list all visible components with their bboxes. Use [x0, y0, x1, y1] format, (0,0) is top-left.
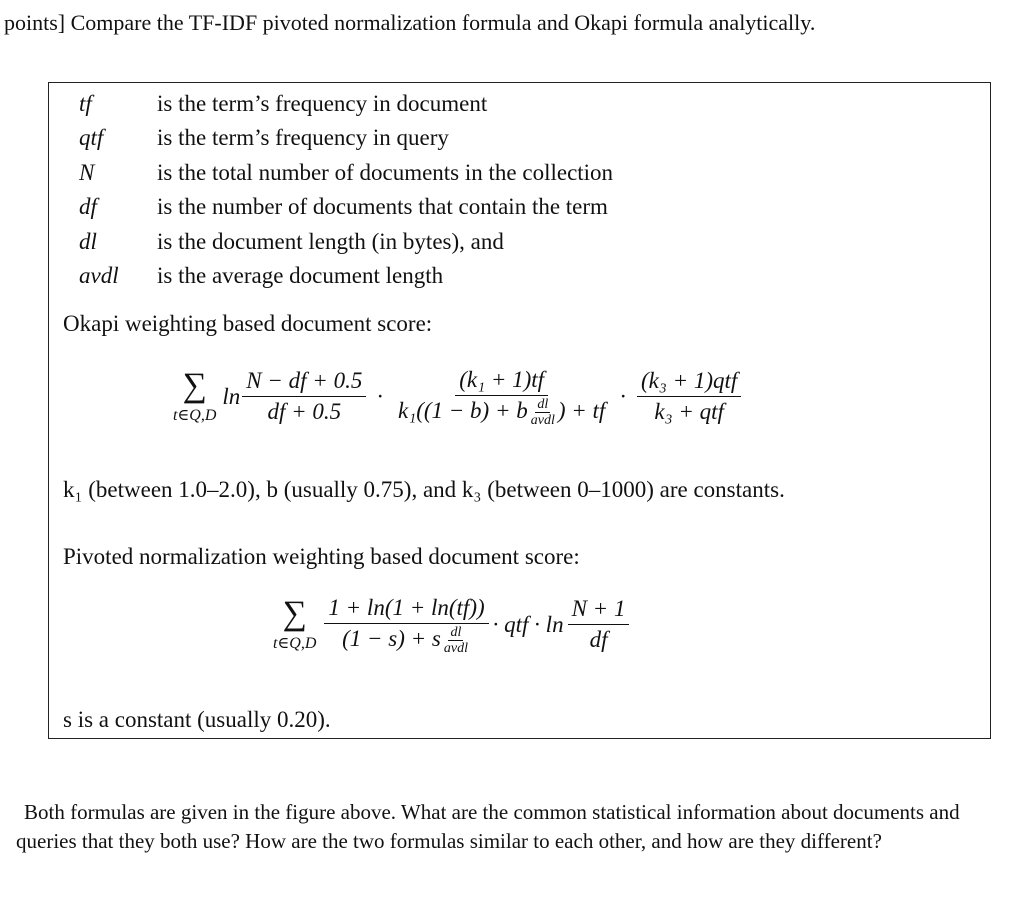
- okapi-constants: k₁ (between 1.0–2.0), b (usually 0.75), and k₃ (between 0–1000) are constants.: [63, 477, 785, 502]
- definition-description: is the number of documents that contain the term: [157, 194, 608, 219]
- pivoted-constant: s is a constant (usually 0.20).: [63, 707, 331, 732]
- definition-description: is the document length (in bytes), and: [157, 229, 504, 254]
- pivoted-title: Pivoted normalization weighting based document score:: [63, 544, 580, 569]
- idf-fraction: $\frac{N - df + 0.5}{df + 0.5}$: [242, 366, 366, 427]
- pivoted-formula: [273, 593, 631, 657]
- definition-description: is the term’s frequency in query: [157, 125, 449, 150]
- okapi-formula: ∑ t∈Q,D ln $\frac{N - df + 0.5}{df + 0.5}$ · (k₁ + 1)tf k₁((1 − b) + b $\frac{dl}{\text{avdl}}$ ) + tf · $\frac{\text{(k₃ + 1)qtf}}{\text{k₃ + qtf}}$: [173, 365, 743, 429]
- definition-variable: df: [79, 194, 97, 219]
- summation: ∑ t∈Q,D: [173, 366, 217, 424]
- okapi-title: Okapi weighting based document score:: [63, 311, 433, 336]
- formula-figure: [48, 82, 991, 739]
- ln-operator: ln: [222, 383, 241, 409]
- definition-description: is the total number of documents in the collection: [157, 160, 614, 185]
- qtf-ln-term: · qtf · ln: [492, 611, 564, 637]
- tf-fraction: (k₁ + 1)tf k₁((1 − b) + b $\frac{dl}{\text{avdl}}$ ) + tf: [398, 367, 606, 429]
- definition-description: is the term’s frequency in document: [157, 91, 488, 116]
- tf-normalization-fraction: 1 + ln(1 + ln(tf)) (1 − s) + s $\frac{dl}{\text{avdl}}$: [324, 593, 488, 657]
- definition-variable: N: [79, 160, 95, 185]
- definition-variable: tf: [79, 91, 92, 116]
- definition-variable: dl: [79, 229, 97, 254]
- question-text: Both formulas are given in the figure above. What are the common statistical information about documents and queries that they both use? How are the two formulas similar to each other, and how are they different?: [16, 800, 960, 853]
- definition-description: is the average document length: [157, 263, 444, 288]
- question-heading: points] Compare the TF-IDF pivoted normalization formula and Okapi formula analytically.: [4, 10, 816, 35]
- definition-variable: qtf: [79, 125, 104, 150]
- qtf-fraction: $\frac{\text{(k₃ + 1)qtf}}{\text{k₃ + qtf}}$: [637, 366, 741, 427]
- idf-fraction: $\frac{N + 1}{df}$: [568, 594, 630, 655]
- definition-variable: avdl: [79, 263, 119, 288]
- summation: ∑ t∈Q,D: [273, 594, 317, 652]
